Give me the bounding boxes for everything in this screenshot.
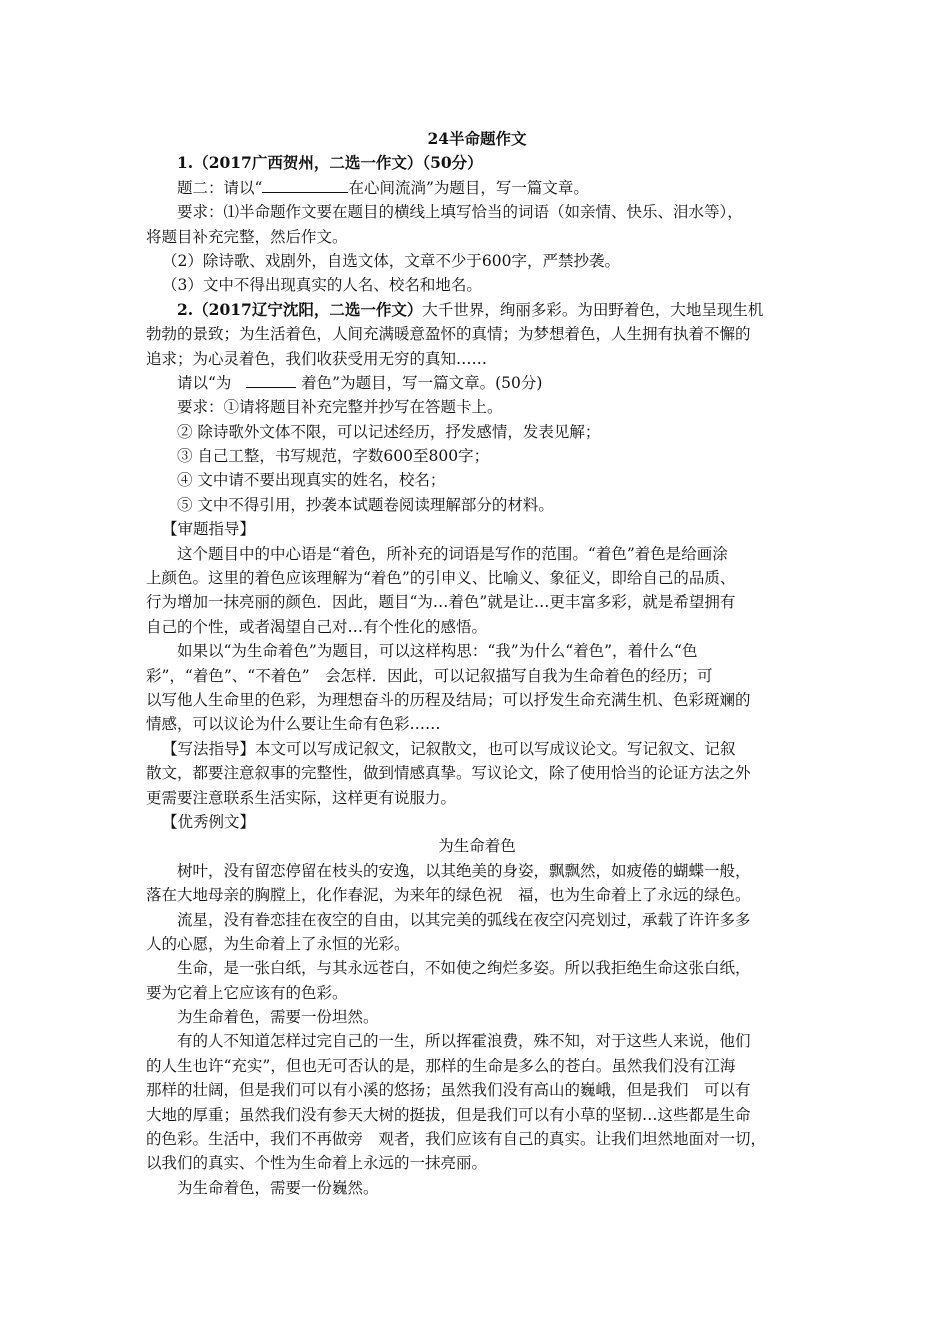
document-body	[146, 127, 808, 1200]
q2-requirement: ⑤ 文中不得引用，抄袭本试题卷阅读理解部分的材料。	[177, 495, 554, 514]
essay-line: 为生命着色，需要一份巍然。	[177, 1178, 379, 1197]
q2-requirement: ④ 文中请不要出现真实的姓名，校名；	[177, 471, 446, 490]
q1-requirement-2: （2）除诗歌、戏剧外，自选文体，文章不少于600字，严禁抄袭。	[162, 251, 620, 270]
q2-requirement: ② 除诗歌外文体不限，可以记述经历，抒发感情，发表见解；	[177, 422, 601, 441]
q2-prompt-prefix: 请以“为	[177, 373, 237, 392]
essay-line: 那样的壮阔，但是我们可以有小溪的悠扬；虽然我们没有高山的巍峨，但是我们 可以有	[146, 1081, 751, 1100]
q1-prompt	[146, 176, 808, 200]
q1-title-blank	[262, 177, 348, 193]
q2-intro-b: 勃勃的景致；为生活着色，人间充满暖意盈怀的真情；为梦想着色，人生拥有执着不懈的	[146, 325, 751, 344]
essay-title: 为生命着色	[438, 837, 516, 856]
q1-source: （2017广西贺州，二选一作文）（50分）	[193, 153, 483, 173]
page-title: 24半命题作文	[427, 129, 527, 148]
essay-line: 流星，没有眷恋挂在夜空的自由，以其完美的弧线在夜空闪亮划过，承载了许许多多	[177, 910, 751, 929]
q1-heading	[146, 151, 808, 175]
method-paragraph-line: 散文，都要注意叙事的完整性，做到情感真挚。写议论文，除了使用恰当的论证方法之外	[146, 764, 751, 783]
q2-title-blank	[246, 372, 296, 388]
essay-line: 生命，是一张白纸，与其永远苍白，不如使之绚烂多姿。所以我拒绝生命这张白纸，	[177, 959, 751, 978]
q2-requirement: 要求：①请将题目补充完整并抄写在答题卡上。	[177, 398, 503, 417]
guide-paragraph-line: 如果以“为生命着色”为题目，可以这样构思：“我”为什么“着色”，着什么“色	[177, 642, 698, 661]
q1-requirement-1a: 要求：⑴半命题作文要在题目的横线上填写恰当的词语（如亲情、快乐、泪水等），	[177, 203, 743, 222]
q2-heading	[146, 298, 808, 322]
q1-prompt-prefix: 题二：请以“	[177, 178, 263, 197]
q1-requirement-3: （3）文中不得出现真实的人名、校名和地名。	[162, 276, 482, 295]
essay-line: 树叶，没有留恋停留在枝头的安逸，以其绝美的身姿，飘飘然，如疲倦的蝴蝶一般，	[177, 861, 751, 880]
guide-paragraph-line: 以写他人生命里的色彩，为理想奋斗的历程及结局；可以抒发生命充满生机、色彩斑斓的	[146, 690, 751, 709]
method-paragraph-line: 【写法指导】本文可以写成记叙文，记叙散文，也可以写成议论文。写记叙文、记叙	[162, 739, 736, 758]
guide-paragraph-line: 上颜色。这里的着色应该理解为“着色”的引申义、比喻义、象征义，即给自己的品质、	[146, 569, 736, 588]
q2-source: 2.（2017辽宁沈阳，二选一作文）	[177, 299, 423, 319]
q1-number: 1.	[177, 153, 194, 173]
essay-line: 人的心愿，为生命着上了永恒的光彩。	[146, 934, 410, 953]
method-paragraph-line: 更需要注意联系生活实际，这样更有说服力。	[146, 788, 457, 807]
essay-line: 有的人不知道怎样过完自己的一生，所以挥霍浪费，殊不知，对于这些人来说，他们	[177, 1032, 751, 1051]
q2-prompt	[146, 371, 808, 395]
q2-intro-a: 大千世界，绚丽多彩。为田野着色，大地呈现生机	[422, 300, 764, 319]
guide-paragraph-line: 情感，可以议论为什么要让生命有色彩……	[146, 715, 441, 734]
essay-line: 的色彩。生活中，我们不再做旁 观者，我们应该有自己的真实。让我们坦然地面对一切，	[146, 1130, 767, 1149]
q1-requirement-1b: 将题目补充完整，然后作文。	[146, 227, 348, 246]
q1-prompt-suffix: 在心间流淌”为题目，写一篇文章。	[348, 178, 589, 197]
guide-heading: 【审题指导】	[162, 520, 256, 539]
essay-line: 落在大地母亲的胸膛上，化作春泥，为来年的绿色祝 福，也为生命着上了永远的绿色。	[146, 886, 751, 905]
q2-requirement: ③ 自己工整，书写规范，字数600至800字；	[177, 447, 490, 466]
essay-line: 要为它着上它应该有的色彩。	[146, 983, 348, 1002]
guide-paragraph-line: 自己的个性，或者渴望自己对…有个性化的感悟。	[146, 617, 488, 636]
q2-prompt-suffix: 着色”为题目，写一篇文章。(50分)	[301, 373, 543, 392]
guide-paragraph-line: 行为增加一抹亮丽的颜色．因此，题目“为…着色”就是让…更丰富多彩，就是希望拥有	[146, 593, 736, 612]
guide-paragraph-line: 彩”，“着色”、“不着色” 会怎样．因此，可以记叙描写自我为生命着色的经历；可	[146, 666, 713, 685]
essay-line: 的人生也许“充实”，但也无可否认的是，那样的生命是多么的苍白。虽然我们没有江海	[146, 1056, 736, 1075]
guide-paragraph-line: 这个题目中的中心语是“着色，所补充的词语是写作的范围。“着色”着色是给画涂	[177, 544, 728, 563]
sample-heading: 【优秀例文】	[162, 812, 256, 831]
essay-line: 为生命着色，需要一份坦然。	[177, 1008, 379, 1027]
q2-intro-c: 追求；为心灵着色，我们收获受用无穷的真知……	[146, 349, 488, 368]
essay-line: 以我们的真实、个性为生命着上永远的一抹亮丽。	[146, 1154, 488, 1173]
essay-line: 大地的厚重；虽然我们没有参天大树的挺拔，但是我们可以有小草的坚韧…这些都是生命	[146, 1105, 751, 1124]
